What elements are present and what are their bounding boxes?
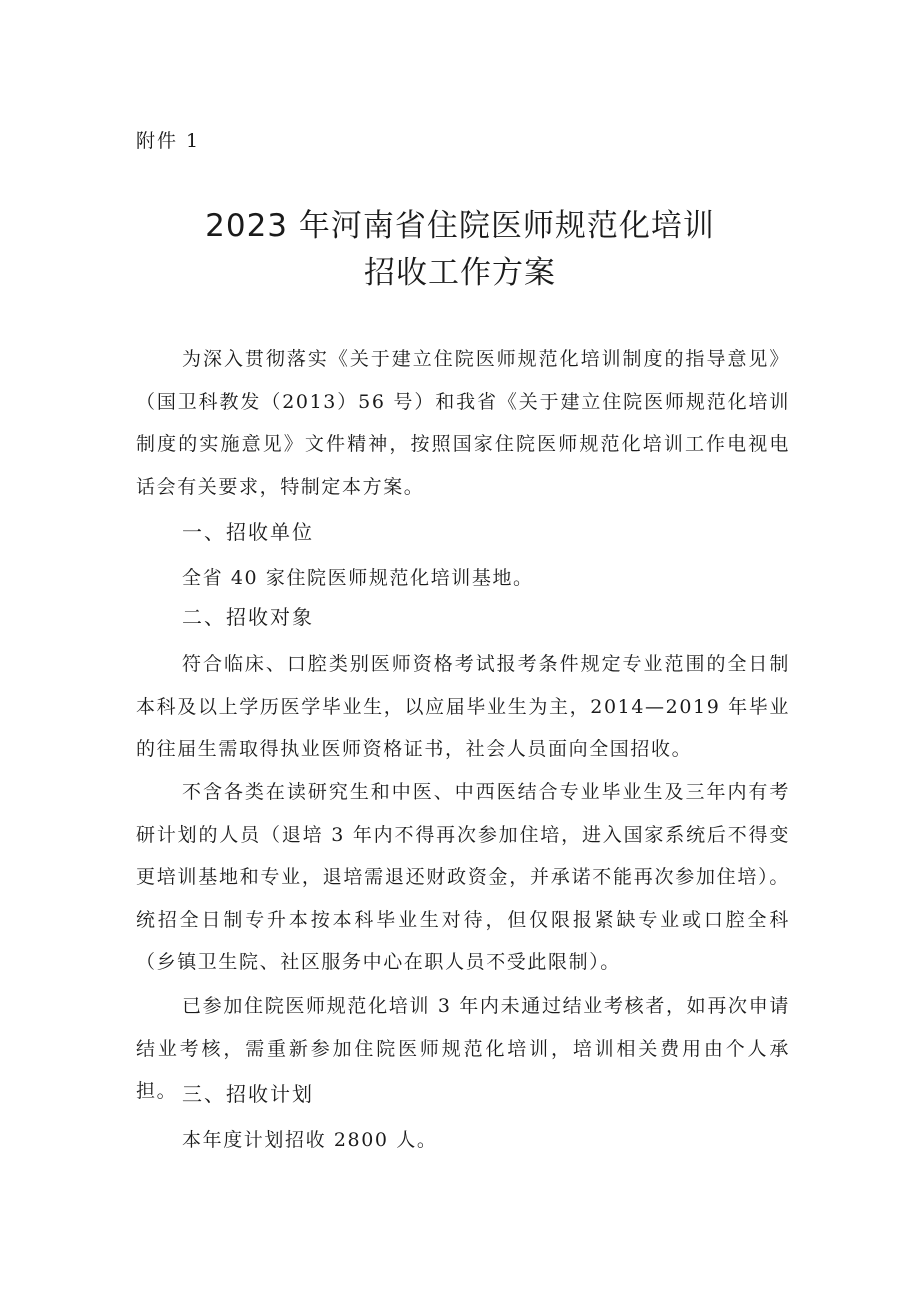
document-title-line-1: 2023 年河南省住院医师规范化培训 <box>205 208 715 244</box>
section-text-plan: 本年度计划招收 2800 人。 <box>182 1129 438 1151</box>
targets-paragraph-1: 符合临床、口腔类别医师资格考试报考条件规定专业范围的全日制本科及以上学历医学毕业生，以应届毕业生为主，2014—2019 年毕业的往届生需取得执业医师资格证书，社会人员面向全国招收。 <box>136 653 790 760</box>
section-heading-plan: 三、招收计划 <box>182 1082 314 1106</box>
section-heading-targets: 二、招收对象 <box>182 605 314 629</box>
intro-paragraph: 为深入贯彻落实《关于建立住院医师规范化培训制度的指导意见》（国卫科教发（2013）56 号）和我省《关于建立住院医师规范化培训制度的实施意见》文件精神，按照国家住院医师规范化培训工作电视电话会有关要求，特制定本方案。 <box>136 348 790 498</box>
document-title-line-2: 招收工作方案 <box>364 255 556 291</box>
targets-paragraph-3: 已参加住院医师规范化培训 3 年内未通过结业考核者，如再次申请结业考核，需重新参加住院医师规范化培训，培训相关费用由个人承担。 <box>136 995 790 1102</box>
attachment-label: 附件 1 <box>136 130 201 152</box>
section-text-units: 全省 40 家住院医师规范化培训基地。 <box>182 567 534 589</box>
targets-paragraph-2: 不含各类在读研究生和中医、中西医结合专业毕业生及三年内有考研计划的人员（退培 3 年内不得再次参加住培，进入国家系统后不得变更培训基地和专业，退培需退还财政资金，并承诺不能再次参加住培）。统招全日制专升本按本科毕业生对待，但仅限报紧缺专业或口腔全科（乡镇卫生院、社区服务中心在职人员不受此限制）。 <box>136 781 790 973</box>
section-heading-units: 一、招收单位 <box>182 520 314 544</box>
